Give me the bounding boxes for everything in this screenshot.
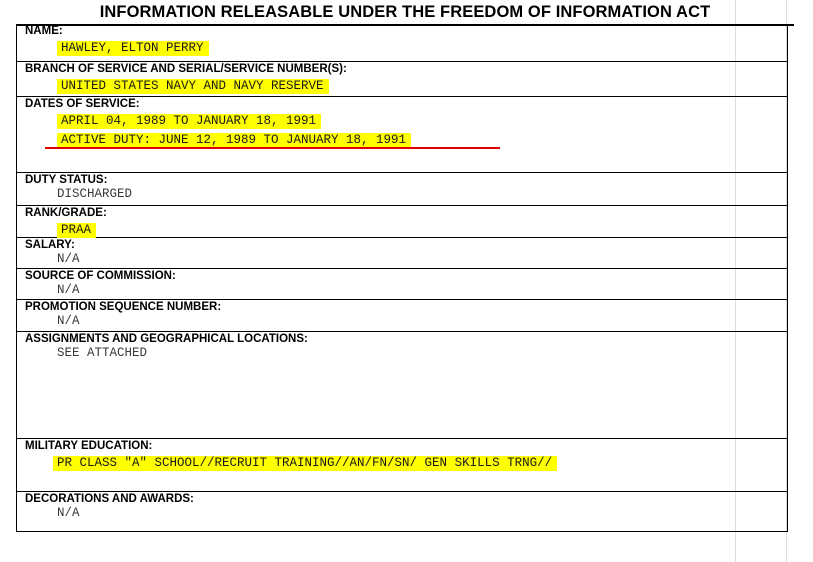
promotion-sequence-number-value: N/A (57, 314, 80, 328)
dates-of-service-value-line-2: ACTIVE DUTY: JUNE 12, 1989 TO JANUARY 18, 1991 (57, 133, 411, 148)
source-of-commission-label: SOURCE OF COMMISSION: (25, 270, 176, 282)
field-row-rank-grade (17, 206, 787, 238)
salary-value: N/A (57, 252, 80, 266)
rank-grade-label: RANK/GRADE: (25, 207, 107, 219)
field-row-decorations (17, 492, 787, 532)
promotion-sequence-number-label: PROMOTION SEQUENCE NUMBER: (25, 301, 222, 313)
branch-value-wrap (25, 76, 787, 94)
dates-of-service-label: DATES OF SERVICE: (25, 98, 140, 110)
name-value-wrap (25, 38, 787, 56)
field-row-duty-status (17, 173, 787, 206)
dates-of-service-value-line-1: APRIL 04, 1989 TO JANUARY 18, 1991 (57, 114, 321, 129)
field-row-assignments (17, 332, 787, 439)
field-row-name (17, 24, 787, 62)
field-row-branch (17, 62, 787, 97)
name-value: HAWLEY, ELTON PERRY (57, 41, 209, 56)
rank-grade-value: PRAA (57, 223, 96, 238)
document-header (16, 2, 794, 26)
foia-field-table (16, 24, 788, 532)
field-row-promotion-sequence-number (17, 300, 787, 332)
military-education-label: MILITARY EDUCATION: (25, 440, 153, 452)
decorations-value: N/A (57, 506, 80, 520)
name-label: NAME: (25, 25, 63, 37)
duty-status-value: DISCHARGED (57, 187, 133, 201)
dates-of-service-value-wrap-2 (25, 130, 787, 148)
dates-of-service-value-wrap (25, 111, 787, 129)
duty-status-label: DUTY STATUS: (25, 174, 108, 186)
military-education-value-wrap (25, 453, 787, 471)
field-row-source-of-commission (17, 269, 787, 300)
salary-label: SALARY: (25, 239, 75, 251)
field-row-salary (17, 238, 787, 269)
military-education-value: PR CLASS "A" SCHOOL//RECRUIT TRAINING//AN/FN/SN/ GEN SKILLS TRNG// (53, 456, 557, 471)
page-right-margin (802, 0, 813, 562)
red-underline-annotation (45, 147, 500, 149)
assignments-label: ASSIGNMENTS AND GEOGRAPHICAL LOCATIONS: (25, 333, 308, 345)
page-title: INFORMATION RELEASABLE UNDER THE FREEDOM OF INFORMATION ACT (99, 3, 711, 21)
assignments-value: SEE ATTACHED (57, 346, 148, 360)
branch-value: UNITED STATES NAVY AND NAVY RESERVE (57, 79, 329, 94)
field-row-dates-of-service (17, 97, 787, 173)
branch-label: BRANCH OF SERVICE AND SERIAL/SERVICE NUMBER(S): (25, 63, 347, 75)
decorations-label: DECORATIONS AND AWARDS: (25, 493, 194, 505)
source-of-commission-value: N/A (57, 283, 80, 297)
field-row-military-education (17, 439, 787, 492)
rank-grade-value-wrap (25, 220, 787, 238)
